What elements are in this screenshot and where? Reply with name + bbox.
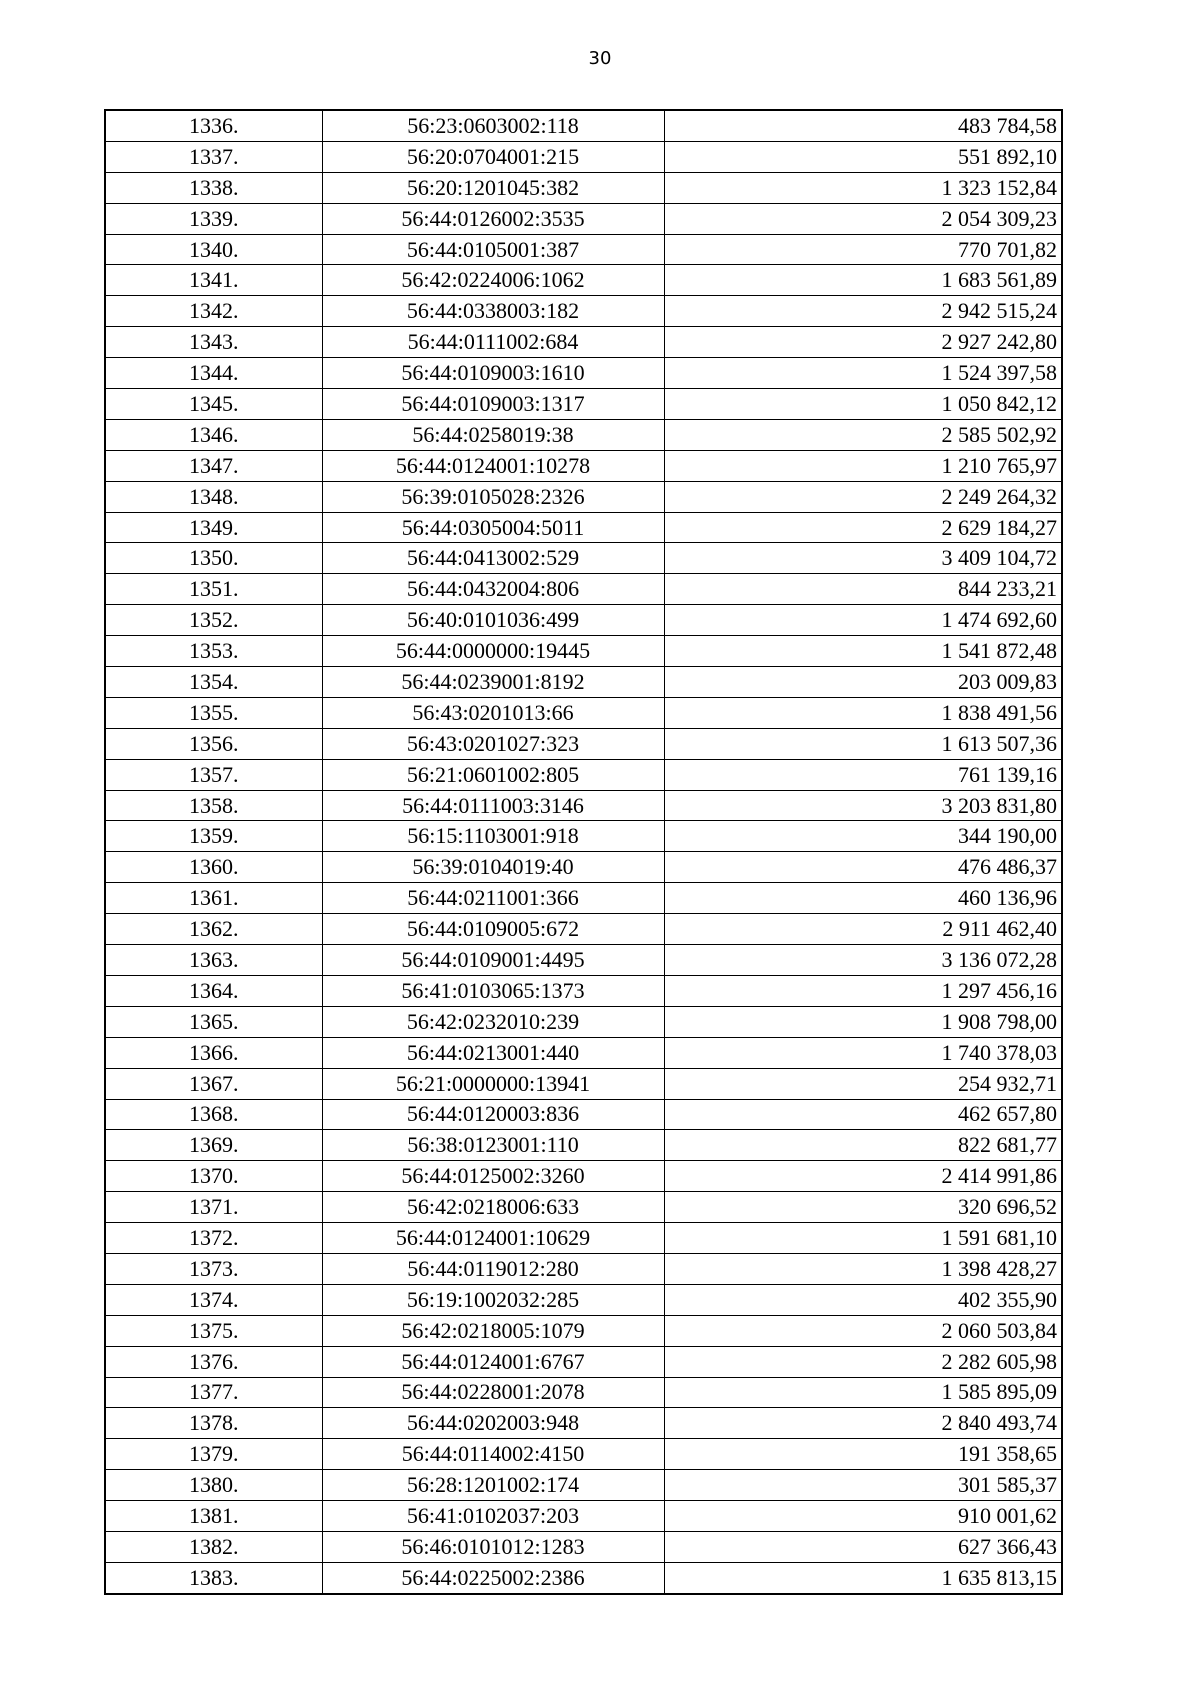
table-row: [105, 697, 1062, 728]
row-number-cell: 1344.: [105, 358, 322, 389]
value-cell: 1 474 692,60: [664, 605, 1062, 636]
row-number-cell: 1338.: [105, 172, 322, 203]
table-row: [105, 667, 1062, 698]
row-number-cell: 1349.: [105, 512, 322, 543]
row-number-cell: 1370.: [105, 1161, 322, 1192]
value-cell: 2 840 493,74: [664, 1408, 1062, 1439]
cadastral-number-cell: 56:44:0111002:684: [322, 327, 664, 358]
table-row: [105, 512, 1062, 543]
value-cell: 551 892,10: [664, 141, 1062, 172]
table-row: [105, 1439, 1062, 1470]
table-row: [105, 945, 1062, 976]
value-cell: 1 635 813,15: [664, 1562, 1062, 1593]
value-cell: 1 591 681,10: [664, 1223, 1062, 1254]
table-row: [105, 419, 1062, 450]
row-number-cell: 1360.: [105, 852, 322, 883]
table-row: [105, 1408, 1062, 1439]
value-cell: 1 210 765,97: [664, 450, 1062, 481]
table-row: [105, 1346, 1062, 1377]
value-cell: 2 585 502,92: [664, 419, 1062, 450]
value-cell: 460 136,96: [664, 883, 1062, 914]
table-row: [105, 883, 1062, 914]
cadastral-number-cell: 56:28:1201002:174: [322, 1470, 664, 1501]
cadastral-number-cell: 56:20:1201045:382: [322, 172, 664, 203]
cadastral-number-cell: 56:15:1103001:918: [322, 821, 664, 852]
cadastral-number-cell: 56:39:0104019:40: [322, 852, 664, 883]
row-number-cell: 1350.: [105, 543, 322, 574]
value-cell: 3 203 831,80: [664, 790, 1062, 821]
value-cell: 2 054 309,23: [664, 203, 1062, 234]
row-number-cell: 1356.: [105, 728, 322, 759]
cadastral-number-cell: 56:44:0413002:529: [322, 543, 664, 574]
row-number-cell: 1337.: [105, 141, 322, 172]
row-number-cell: 1374.: [105, 1284, 322, 1315]
cadastral-number-cell: 56:44:0105001:387: [322, 234, 664, 265]
value-cell: 344 190,00: [664, 821, 1062, 852]
value-cell: 3 136 072,28: [664, 945, 1062, 976]
table-row: [105, 296, 1062, 327]
cadastral-number-cell: 56:44:0239001:8192: [322, 667, 664, 698]
row-number-cell: 1346.: [105, 419, 322, 450]
cadastral-number-cell: 56:44:0119012:280: [322, 1253, 664, 1284]
cadastral-number-cell: 56:44:0109003:1610: [322, 358, 664, 389]
value-cell: 3 409 104,72: [664, 543, 1062, 574]
table-row: [105, 141, 1062, 172]
table-row: [105, 1130, 1062, 1161]
cadastral-number-cell: 56:44:0432004:806: [322, 574, 664, 605]
cadastral-number-cell: 56:21:0601002:805: [322, 759, 664, 790]
value-cell: 483 784,58: [664, 110, 1062, 141]
cadastral-number-cell: 56:44:0202003:948: [322, 1408, 664, 1439]
cadastral-number-cell: 56:44:0114002:4150: [322, 1439, 664, 1470]
table-row: [105, 110, 1062, 141]
table-row: [105, 450, 1062, 481]
cadastral-number-cell: 56:20:0704001:215: [322, 141, 664, 172]
cadastral-number-cell: 56:44:0109003:1317: [322, 389, 664, 420]
row-number-cell: 1367.: [105, 1068, 322, 1099]
cadastral-number-cell: 56:46:0101012:1283: [322, 1531, 664, 1562]
value-cell: 1 838 491,56: [664, 697, 1062, 728]
table-row: [105, 389, 1062, 420]
table-row: [105, 574, 1062, 605]
row-number-cell: 1359.: [105, 821, 322, 852]
cadastral-number-cell: 56:41:0102037:203: [322, 1501, 664, 1532]
row-number-cell: 1345.: [105, 389, 322, 420]
value-cell: 627 366,43: [664, 1531, 1062, 1562]
value-cell: 1 740 378,03: [664, 1037, 1062, 1068]
cadastral-number-cell: 56:44:0258019:38: [322, 419, 664, 450]
value-cell: 770 701,82: [664, 234, 1062, 265]
table-body: [105, 110, 1062, 1594]
value-cell: 1 683 561,89: [664, 265, 1062, 296]
row-number-cell: 1353.: [105, 636, 322, 667]
cadastral-number-cell: 56:42:0224006:1062: [322, 265, 664, 296]
row-number-cell: 1339.: [105, 203, 322, 234]
row-number-cell: 1342.: [105, 296, 322, 327]
row-number-cell: 1341.: [105, 265, 322, 296]
cadastral-number-cell: 56:23:0603002:118: [322, 110, 664, 141]
value-cell: 822 681,77: [664, 1130, 1062, 1161]
cadastral-number-cell: 56:44:0124001:10278: [322, 450, 664, 481]
cadastral-number-cell: 56:44:0109005:672: [322, 914, 664, 945]
table-row: [105, 1006, 1062, 1037]
table-row: [105, 605, 1062, 636]
value-cell: 1 050 842,12: [664, 389, 1062, 420]
value-cell: 2 282 605,98: [664, 1346, 1062, 1377]
row-number-cell: 1376.: [105, 1346, 322, 1377]
row-number-cell: 1352.: [105, 605, 322, 636]
value-cell: 2 927 242,80: [664, 327, 1062, 358]
value-cell: 2 911 462,40: [664, 914, 1062, 945]
cadastral-number-cell: 56:44:0305004:5011: [322, 512, 664, 543]
table-row: [105, 1253, 1062, 1284]
value-cell: 2 249 264,32: [664, 481, 1062, 512]
row-number-cell: 1365.: [105, 1006, 322, 1037]
cadastral-number-cell: 56:44:0111003:3146: [322, 790, 664, 821]
cadastral-number-cell: 56:44:0126002:3535: [322, 203, 664, 234]
value-cell: 1 323 152,84: [664, 172, 1062, 203]
cadastral-number-cell: 56:44:0338003:182: [322, 296, 664, 327]
table-row: [105, 1531, 1062, 1562]
row-number-cell: 1380.: [105, 1470, 322, 1501]
table-row: [105, 1470, 1062, 1501]
cadastral-number-cell: 56:44:0225002:2386: [322, 1562, 664, 1593]
row-number-cell: 1351.: [105, 574, 322, 605]
value-cell: 761 139,16: [664, 759, 1062, 790]
row-number-cell: 1340.: [105, 234, 322, 265]
row-number-cell: 1362.: [105, 914, 322, 945]
table-row: [105, 821, 1062, 852]
table-row: [105, 1192, 1062, 1223]
value-cell: 301 585,37: [664, 1470, 1062, 1501]
row-number-cell: 1363.: [105, 945, 322, 976]
table-row: [105, 1037, 1062, 1068]
cadastral-value-table: [104, 109, 1063, 1595]
row-number-cell: 1366.: [105, 1037, 322, 1068]
table-row: [105, 1068, 1062, 1099]
cadastral-number-cell: 56:42:0218006:633: [322, 1192, 664, 1223]
row-number-cell: 1364.: [105, 975, 322, 1006]
cadastral-number-cell: 56:42:0218005:1079: [322, 1315, 664, 1346]
table-row: [105, 1501, 1062, 1532]
cadastral-number-cell: 56:42:0232010:239: [322, 1006, 664, 1037]
value-cell: 402 355,90: [664, 1284, 1062, 1315]
cadastral-number-cell: 56:44:0228001:2078: [322, 1377, 664, 1408]
table-row: [105, 728, 1062, 759]
cadastral-number-cell: 56:21:0000000:13941: [322, 1068, 664, 1099]
row-number-cell: 1372.: [105, 1223, 322, 1254]
value-cell: 1 613 507,36: [664, 728, 1062, 759]
cadastral-number-cell: 56:19:1002032:285: [322, 1284, 664, 1315]
value-cell: 462 657,80: [664, 1099, 1062, 1130]
value-cell: 254 932,71: [664, 1068, 1062, 1099]
row-number-cell: 1343.: [105, 327, 322, 358]
row-number-cell: 1383.: [105, 1562, 322, 1593]
value-cell: 191 358,65: [664, 1439, 1062, 1470]
row-number-cell: 1381.: [105, 1501, 322, 1532]
row-number-cell: 1378.: [105, 1408, 322, 1439]
row-number-cell: 1368.: [105, 1099, 322, 1130]
value-cell: 476 486,37: [664, 852, 1062, 883]
cadastral-number-cell: 56:41:0103065:1373: [322, 975, 664, 1006]
value-cell: 320 696,52: [664, 1192, 1062, 1223]
cadastral-number-cell: 56:44:0000000:19445: [322, 636, 664, 667]
table-row: [105, 1377, 1062, 1408]
cadastral-number-cell: 56:43:0201027:323: [322, 728, 664, 759]
value-cell: 203 009,83: [664, 667, 1062, 698]
table-row: [105, 1284, 1062, 1315]
table-row: [105, 234, 1062, 265]
table-row: [105, 1562, 1062, 1593]
table-row: [105, 759, 1062, 790]
table-row: [105, 1223, 1062, 1254]
value-cell: 1 541 872,48: [664, 636, 1062, 667]
value-cell: 2 060 503,84: [664, 1315, 1062, 1346]
table-row: [105, 914, 1062, 945]
table-row: [105, 203, 1062, 234]
value-cell: 1 297 456,16: [664, 975, 1062, 1006]
row-number-cell: 1382.: [105, 1531, 322, 1562]
cadastral-number-cell: 56:39:0105028:2326: [322, 481, 664, 512]
cadastral-number-cell: 56:44:0211001:366: [322, 883, 664, 914]
value-cell: 844 233,21: [664, 574, 1062, 605]
row-number-cell: 1373.: [105, 1253, 322, 1284]
value-cell: 910 001,62: [664, 1501, 1062, 1532]
row-number-cell: 1354.: [105, 667, 322, 698]
row-number-cell: 1369.: [105, 1130, 322, 1161]
value-cell: 1 585 895,09: [664, 1377, 1062, 1408]
table-row: [105, 265, 1062, 296]
cadastral-number-cell: 56:44:0124001:10629: [322, 1223, 664, 1254]
row-number-cell: 1357.: [105, 759, 322, 790]
cadastral-number-cell: 56:40:0101036:499: [322, 605, 664, 636]
table-row: [105, 1161, 1062, 1192]
row-number-cell: 1375.: [105, 1315, 322, 1346]
table-row: [105, 1315, 1062, 1346]
table-row: [105, 481, 1062, 512]
row-number-cell: 1336.: [105, 110, 322, 141]
table-row: [105, 1099, 1062, 1130]
cadastral-number-cell: 56:43:0201013:66: [322, 697, 664, 728]
value-cell: 1 524 397,58: [664, 358, 1062, 389]
cadastral-number-cell: 56:44:0120003:836: [322, 1099, 664, 1130]
table-row: [105, 172, 1062, 203]
table-row: [105, 852, 1062, 883]
cadastral-number-cell: 56:44:0124001:6767: [322, 1346, 664, 1377]
value-cell: 2 942 515,24: [664, 296, 1062, 327]
row-number-cell: 1347.: [105, 450, 322, 481]
value-cell: 1 908 798,00: [664, 1006, 1062, 1037]
table-row: [105, 636, 1062, 667]
page-number: 30: [588, 48, 612, 69]
value-cell: 1 398 428,27: [664, 1253, 1062, 1284]
value-cell: 2 414 991,86: [664, 1161, 1062, 1192]
cadastral-number-cell: 56:38:0123001:110: [322, 1130, 664, 1161]
row-number-cell: 1371.: [105, 1192, 322, 1223]
row-number-cell: 1377.: [105, 1377, 322, 1408]
table-row: [105, 975, 1062, 1006]
row-number-cell: 1348.: [105, 481, 322, 512]
cadastral-number-cell: 56:44:0125002:3260: [322, 1161, 664, 1192]
row-number-cell: 1358.: [105, 790, 322, 821]
cadastral-number-cell: 56:44:0213001:440: [322, 1037, 664, 1068]
table-row: [105, 543, 1062, 574]
row-number-cell: 1355.: [105, 697, 322, 728]
row-number-cell: 1379.: [105, 1439, 322, 1470]
row-number-cell: 1361.: [105, 883, 322, 914]
value-cell: 2 629 184,27: [664, 512, 1062, 543]
table-row: [105, 327, 1062, 358]
table-row: [105, 790, 1062, 821]
cadastral-number-cell: 56:44:0109001:4495: [322, 945, 664, 976]
table-row: [105, 358, 1062, 389]
